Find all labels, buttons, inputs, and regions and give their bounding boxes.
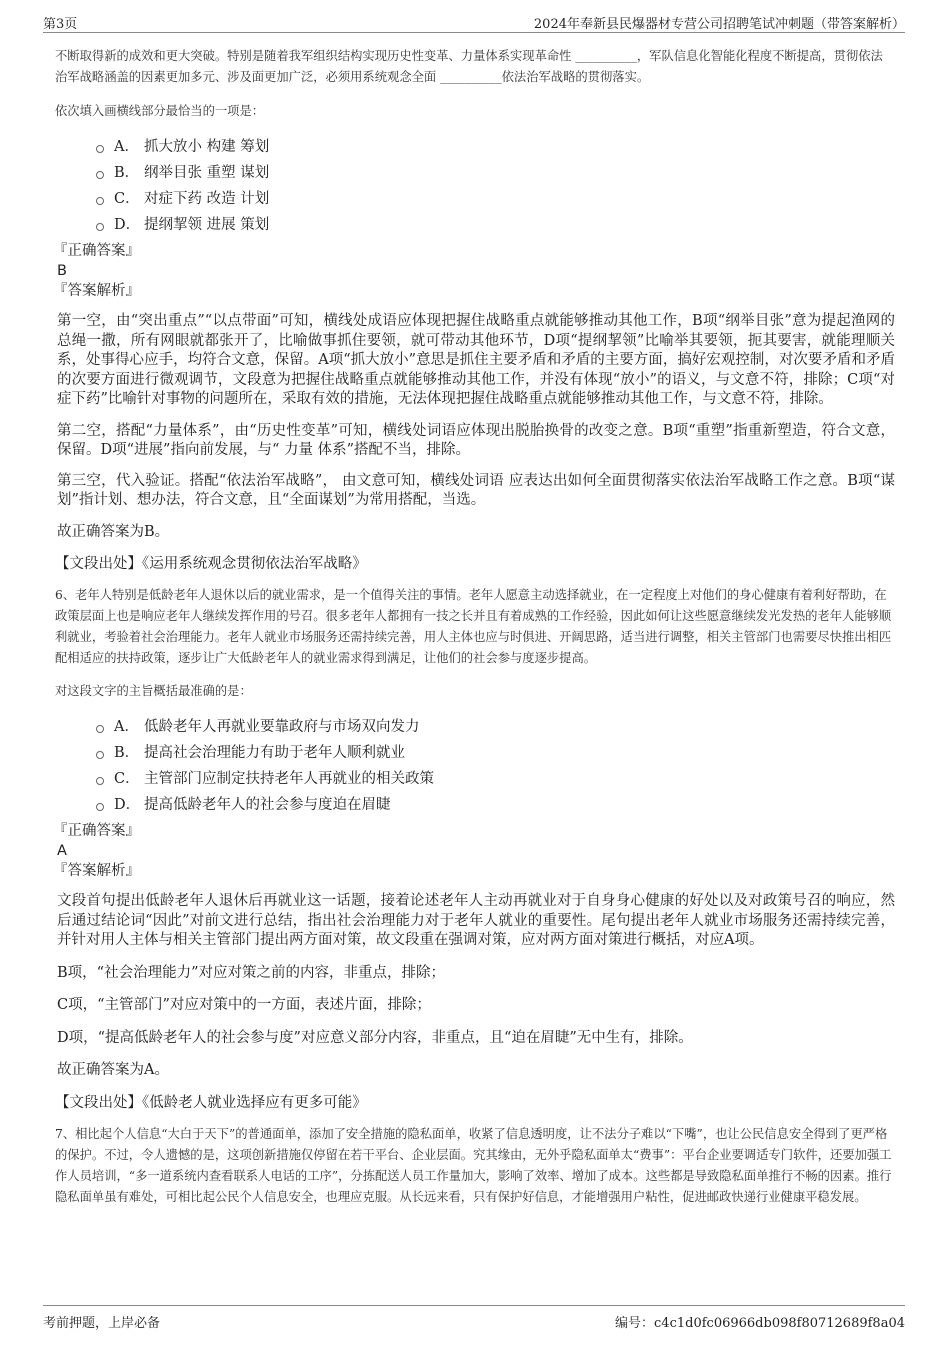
- q6-source: 【文段出处】《低龄老人就业选择应有更多可能》: [55, 1094, 367, 1111]
- q6-options: [96, 714, 895, 818]
- q6-option-b[interactable]: B． 提高社会治理能力有助于老年人顺利就业: [96, 740, 895, 766]
- radio-button[interactable]: [96, 171, 104, 179]
- page-header: [43, 12, 905, 33]
- document-title: 2024年奉新县民爆器材专营公司招聘笔试冲刺题（带答案解析）: [533, 17, 905, 32]
- q6-option-c[interactable]: C． 主管部门应制定扶持老年人再就业的相关政策: [96, 766, 895, 792]
- q5-explanation-3: 第三空，代入验证。搭配“依法治军战略”， 由文意可知，横线处词语 应表达出如何全面贯彻落实依法治军战略工作之意。B项“谋划”指计划、想办法，符合文意，且“全面谋划”为常用搭配，当选。: [57, 472, 895, 508]
- q5-option-b[interactable]: B． 纲举目张 重塑 谋划: [96, 160, 895, 186]
- q6-analysis-label: 『答案解析』: [53, 863, 140, 879]
- q5-option-a[interactable]: A． 抓大放小 构建 筹划: [96, 134, 895, 160]
- q5-intro: 不断取得新的成效和更大突破。特别是随着我军组织结构实现历史性变革、力量体系实现革命性 __________，军队信息化智能化程度不断提高，贯彻依法治军战略涵盖的因素更加多元、涉及面更加广泛，必须用系统观念全面 __________依法治军战略的贯彻落实。: [55, 49, 883, 84]
- radio-button[interactable]: [96, 777, 104, 785]
- document-code: 编号：c4c1d0fc06966db098f80712689f8a04: [615, 1316, 905, 1331]
- q6-explanation-2: B项，“社会治理能力”对应对策之前的内容，非重点，排除；: [57, 964, 445, 981]
- radio-button[interactable]: [96, 197, 104, 205]
- document-body: [55, 46, 895, 1208]
- q6-explanation-1: 文段首句提出低龄老年人退休后再就业这一话题，接着论述老年人主动再就业对于自身身心健康的好处以及对政策号召的响应，然后通过结论词“因此”对前文进行总结，指出社会治理能力对于老年人就业的重要性。尾句提出老年人就业市场服务还需持续完善，并针对用人主体与相关主管部门提出两方面对策，故文段重在强调对策，应对两方面对策进行概括，对应A项。: [57, 893, 895, 948]
- q5-conclusion: 故正确答案为B。: [57, 523, 170, 540]
- q5-option-c[interactable]: C． 对症下药 改造 计划: [96, 186, 895, 212]
- q5-option-d[interactable]: D． 提纲挈领 进展 策划: [96, 212, 895, 238]
- q6-answer: A: [57, 843, 67, 859]
- q5-answer: B: [57, 263, 67, 279]
- radio-button[interactable]: [96, 145, 104, 153]
- q5-source: 【文段出处】《运用系统观念贯彻依法治军战略》: [55, 556, 367, 572]
- page-number: 第3页: [43, 17, 78, 32]
- q5-options: [96, 134, 895, 238]
- q7-stem: 7、相比起个人信息“大白于天下”的普通面单，添加了安全措施的隐私面单，收紧了信息透明度，让不法分子难以“下嘴”，也让公民信息安全得到了更严格的保护。不过，令人遗憾的是，这项创新措施仅停留在若干平台、企业层面。究其缘由，无外乎隐私面单太“费事”：平台企业要调适专门软件，还要加强工作人员培训，“多一道系统内查看联系人电话的工序”，分拣配送人员工作量加大，影响了效率、增加了成本。这些都是导致隐私面单推行不畅的因素。推行隐私面单虽有难处，可相比起公民个人信息安全，也理应克服。从长远来看，只有保护好信息，才能增强用户粘性，促进邮政快递行业健康平稳发展。: [55, 1126, 892, 1204]
- q5-answer-label: 『正确答案』: [53, 243, 140, 259]
- q6-option-a[interactable]: A． 低龄老年人再就业要靠政府与市场双向发力: [96, 714, 895, 740]
- q6-conclusion: 故正确答案为A。: [57, 1062, 169, 1078]
- q6-prompt: 对这段文字的主旨概括最准确的是：: [55, 684, 252, 698]
- q6-explanation-4: D项，“提高低龄老年人的社会参与度”对应意义部分内容，非重点，且“迫在眉睫”无中生有，排除。: [57, 1029, 693, 1046]
- radio-button[interactable]: [96, 725, 104, 733]
- radio-button[interactable]: [96, 223, 104, 231]
- radio-button[interactable]: [96, 803, 104, 811]
- page-footer: [43, 1305, 905, 1331]
- footer-slogan: 考前押题，上岸必备: [43, 1316, 161, 1331]
- q5-analysis-label: 『答案解析』: [53, 283, 140, 299]
- q5-prompt: 依次填入画横线部分最恰当的一项是：: [55, 104, 265, 118]
- q6-answer-label: 『正确答案』: [53, 823, 140, 839]
- q6-option-d[interactable]: D． 提高低龄老年人的社会参与度迫在眉睫: [96, 792, 895, 818]
- radio-button[interactable]: [96, 751, 104, 759]
- q5-explanation-1: 第一空，由“突出重点”“以点带面”可知，横线处成语应体现把握住战略重点就能够推动其他工作，B项“纲举目张”意为提起渔网的总绳一撒，所有网眼就都张开了，比喻做事抓住要领，就可带动其他环节，D项“提纲挈领”比喻举其要领，扼其要害，就能理顺关系，处事得心应手，均符合文意，保留。A项“抓大放小”意思是抓住主要矛盾和矛盾的主要方面，搞好宏观控制，对次要矛盾和矛盾的次要方面进行微观调节，文段意为把握住战略重点就能够推动其他工作，并没有体现“放小”的语义，与文意不符，排除；C项“对症下药”比喻针对事物的问题所在，采取有效的措施，无法体现把握住战略重点就能够推动其他工作，与文意不符，排除。: [57, 313, 895, 407]
- q6-stem: 6、老年人特别是低龄老年人退休以后的就业需求，是一个值得关注的事情。老年人愿意主动选择就业，在一定程度上对他们的身心健康有着利好帮助，在政策层面上也是响应老年人继续发挥作用的号召。很多老年人都拥有一技之长并且有着成熟的工作经验，因此如何让这些愿意继续发光发热的老年人能够顺利就业，考验着社会治理能力。老年人就业市场服务还需持续完善，用人主体也应与时俱进、开阔思路，适当进行调整，相关主管部门也需要尽快推出相匹配相适应的扶持政策，逐步让广大低龄老年人的就业需求得到满足，让他们的社会参与度逐步提高。: [55, 588, 892, 665]
- q6-explanation-3: C项，“主管部门”对应对策中的一方面，表述片面，排除；: [57, 997, 431, 1013]
- q5-explanation-2: 第二空，搭配“力量体系”，由“历史性变革”可知，横线处词语应体现出脱胎换骨的改变之意。B项“重塑”指重新塑造，符合文意，保留。D项“进展”指向前发展，与“ 力量 体系”搭配不当，排除。: [57, 422, 895, 458]
